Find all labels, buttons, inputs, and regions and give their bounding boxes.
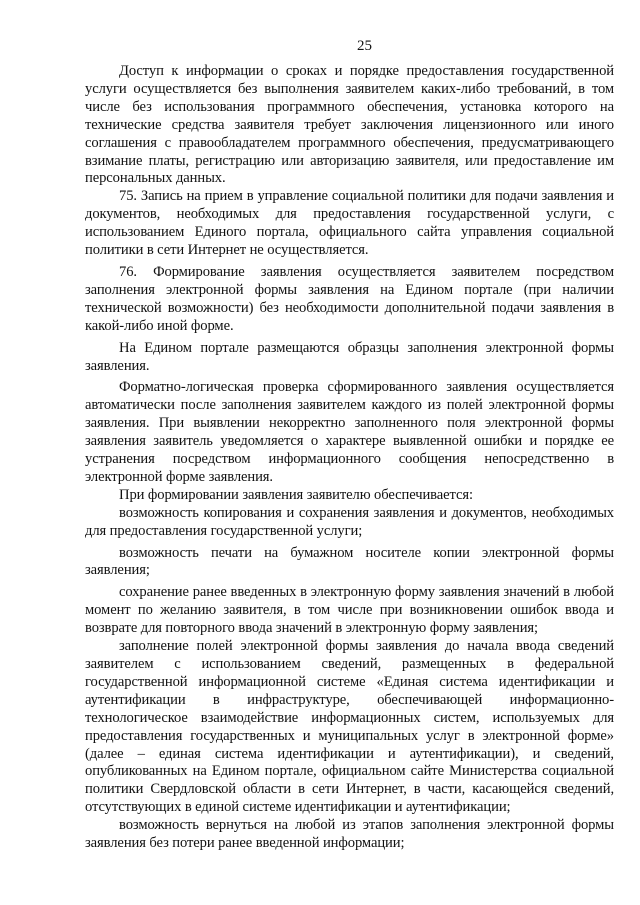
paragraph-samples: На Едином портале размещаются образцы заполнения электронной формы заявления.: [85, 339, 614, 374]
paragraph-access-info: Доступ к информации о сроках и порядке предоставления государственной услуги осуществляется без выполнения заявителем каких-либо требований, в том числе без использования программного обеспечения, установка которого на технические средства заявителя требует заключения лицензионного или иного соглашения с правообладателем программного обеспечения, предусматривающего взимание платы, регистрацию или авторизацию заявителя, или предоставление им персональных данных.: [85, 63, 614, 187]
paragraph-provided-intro: При формировании заявления заявителю обеспечивается:: [119, 486, 473, 503]
list-item-save-values: сохранение ранее введенных в электронную форму заявления значений в любой момент по желанию заявителя, в том числе при возникновении ошибок ввода и возврате для повторного ввода значений в электронную форму заявления;: [85, 584, 614, 637]
page-number: 25: [357, 38, 372, 54]
list-item-autofill: заполнение полей электронной формы заявления до начала ввода сведений заявителем с использованием сведений, размещенных в федеральной государственной информационной системе «Единая система идентификации и аутентификации в инфраструктуре, обеспечивающей информационно-технологическое взаимодействие информационных систем, используемых для предоставления государственных и муниципальных услуг в электронной форме» (далее – единая система идентификации и аутентификации), и сведений, опубликованных на Едином портале, официальном сайте Министерства социальной политики Свердловской области в сети Интернет, в части, касающейся сведений, отсутствующих в единой системе идентификации и аутентификации;: [85, 638, 614, 816]
paragraph-75: 75. Запись на прием в управление социальной политики для подачи заявления и документов, необходимых для предоставления государственной услуги, с использованием Единого портала, официального сайта управления социальной политики в сети Интернет не осуществляется.: [85, 188, 614, 259]
list-item-copy-save: возможность копирования и сохранения заявления и документов, необходимых для предоставления государственной услуги;: [85, 504, 614, 539]
list-item-print: возможность печати на бумажном носителе копии электронной формы заявления;: [85, 544, 614, 579]
list-item-return-step: возможность вернуться на любой из этапов заполнения электронной формы заявления без потери ранее введенной информации;: [85, 817, 614, 852]
paragraph-format-check: Форматно-логическая проверка сформированного заявления осуществляется автоматически после заполнения заявителем каждого из полей электронной формы заявления. При выявлении некорректно заполненного поля электронной формы заявления заявитель уведомляется о характере выявленной ошибки и порядке ее устранения посредством информационного сообщения непосредственно в электронной форме заявления.: [85, 379, 614, 485]
paragraph-76: 76. Формирование заявления осуществляется заявителем посредством заполнения электронной формы заявления на Едином портале (при наличии технической возможности) без необходимости дополнительной подачи заявления в какой-либо иной форме.: [85, 263, 614, 334]
